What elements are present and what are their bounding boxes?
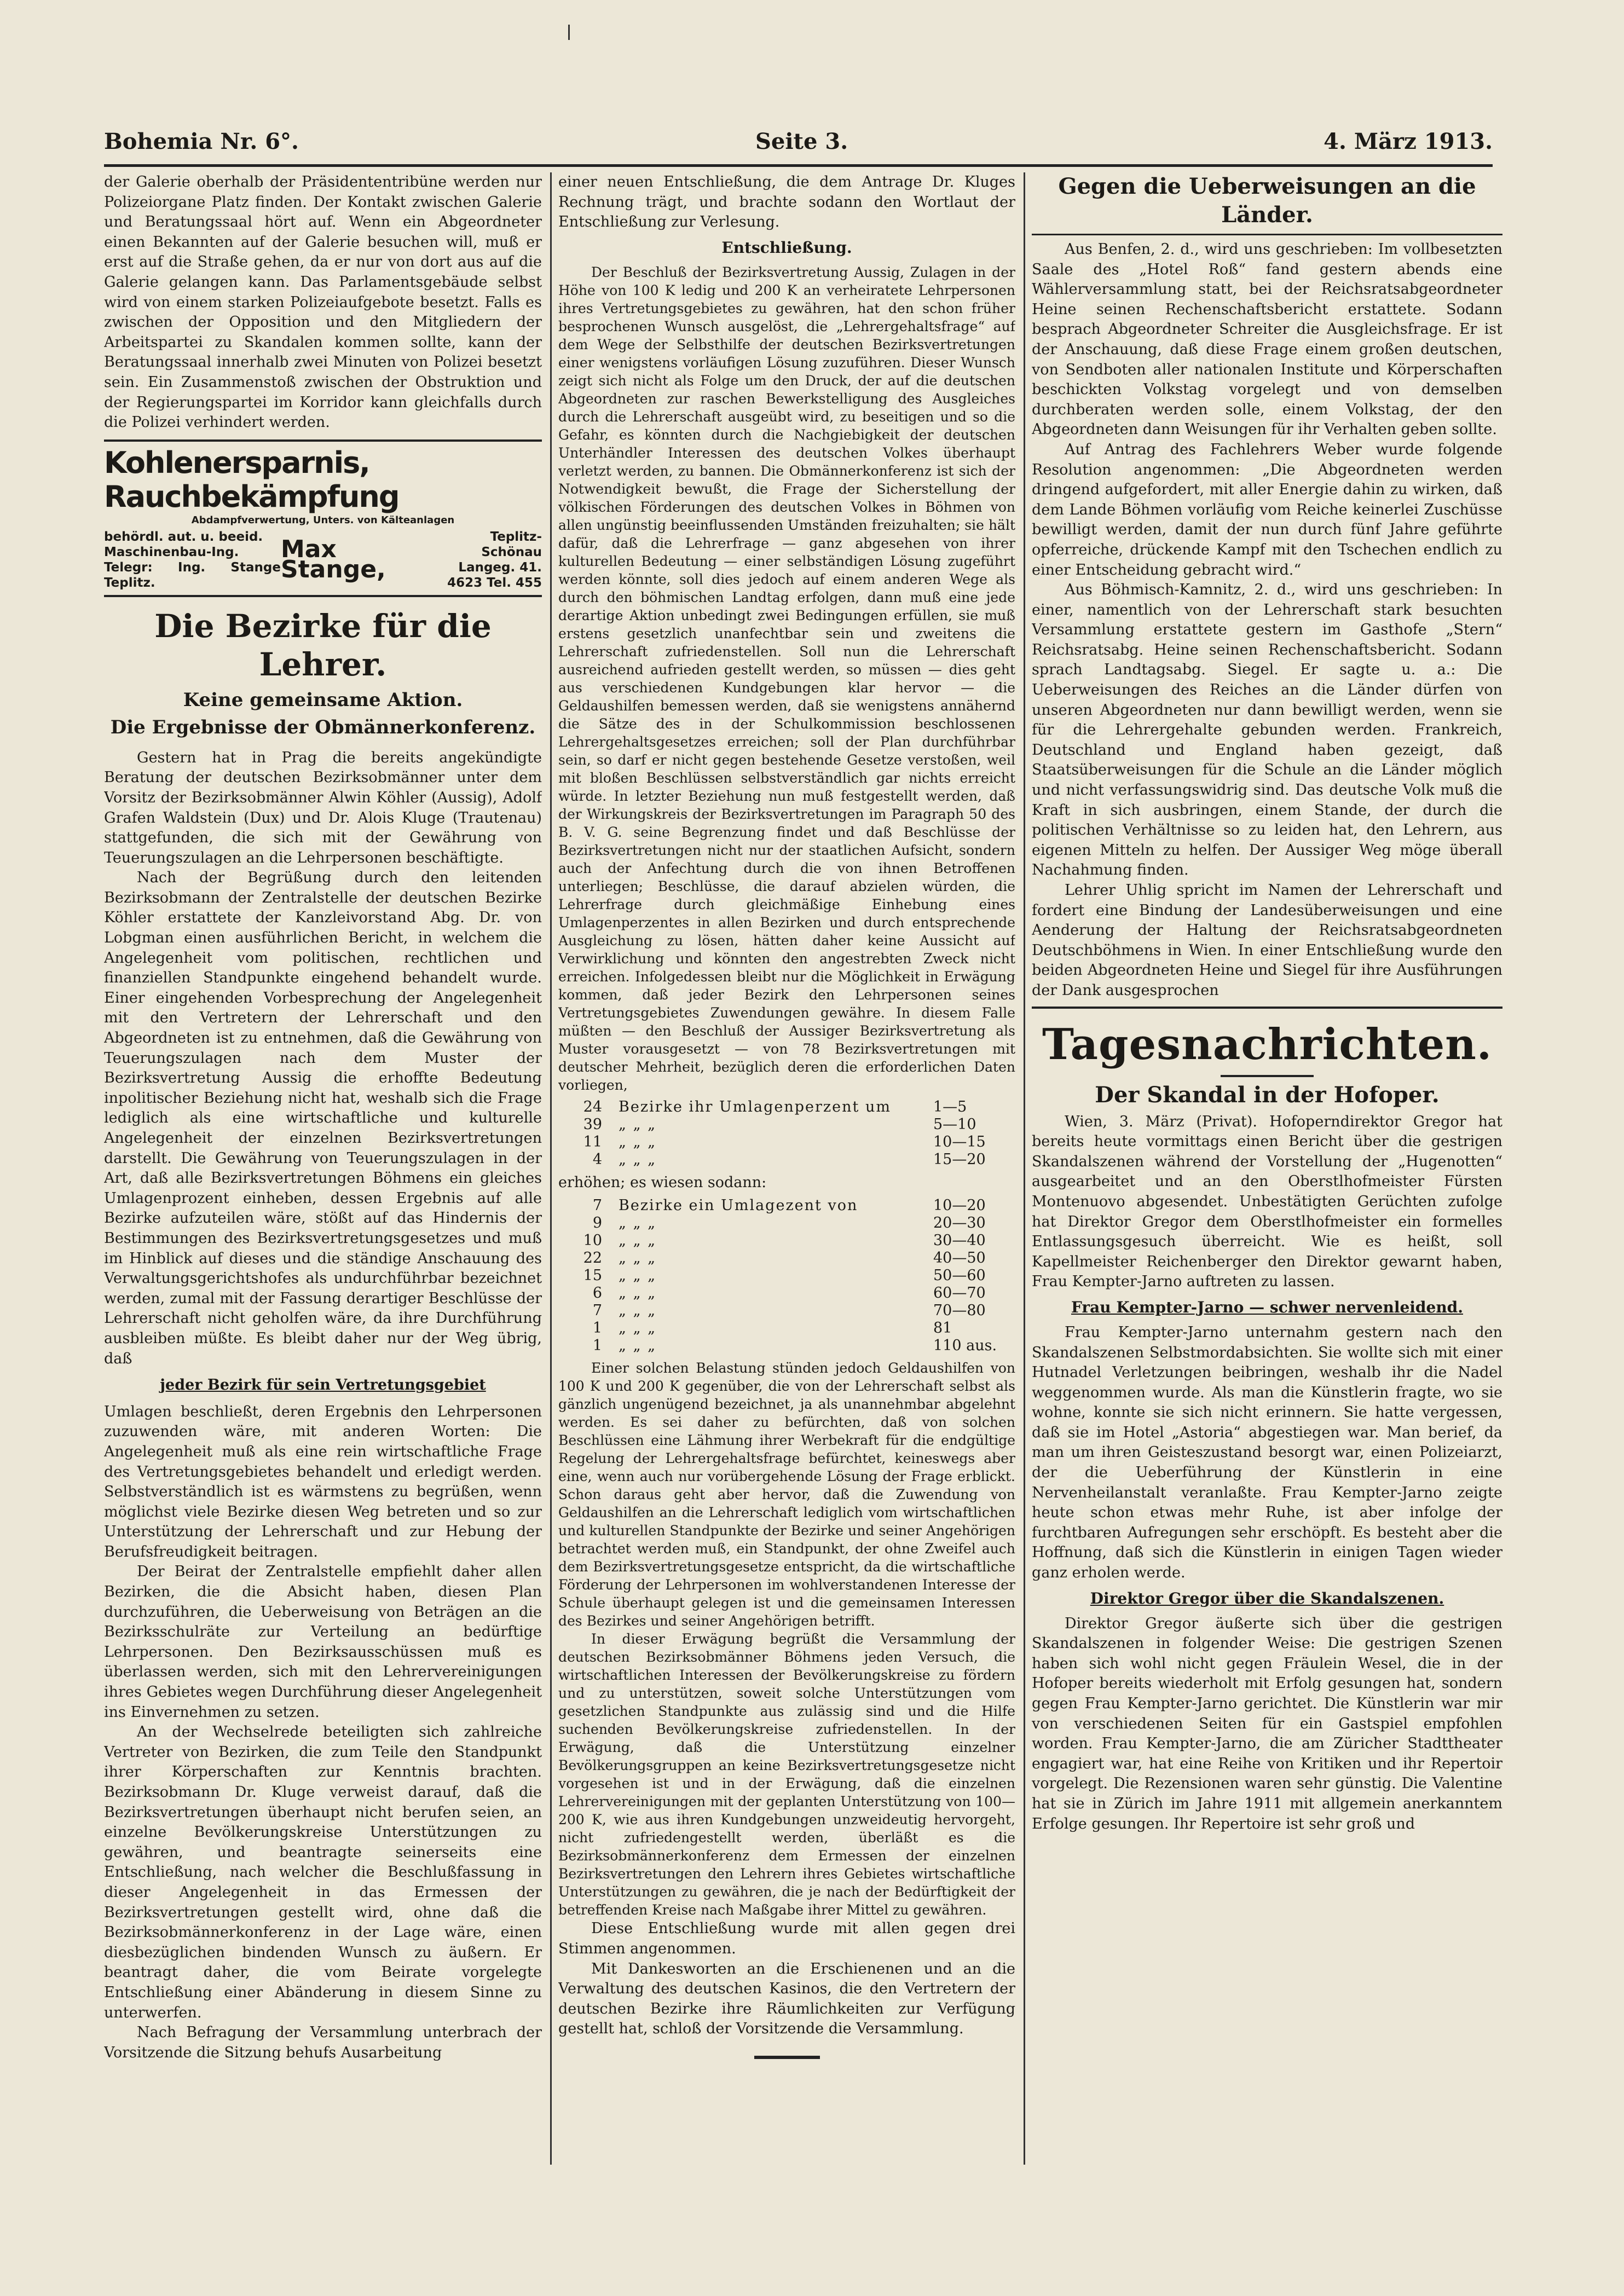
column-3 [1032, 172, 1502, 2176]
ad-line: Langeg. 41. [458, 560, 542, 575]
paragraph: Auf Antrag des Fachlehrers Weber wurde folgende Resolution angenommen: „Die Abgeordneten werden dringend aufgefordert, mit aller Energie dahin zu wirken, daß dem Lande Böhmen vorläufig vom Reiche keinerlei Zuschüsse bewilligt werden, damit der nun durch fünf Jahre geführte opferreiche, drückende Kampf mit den Tschechen endlich zu einer Entscheidung gebracht wird.“ [1032, 441, 1502, 579]
paragraph: Direktor Gregor äußerte sich über die gestrigen Skandalszenen in folgender Weise: Die gestrigen Szenen haben sich wohl nicht gegen Fräulein Wesel, die in der Hofoper bereits wiederholt mit Erfolg gesungen hat, sondern gegen Frau Kempter-Jarno gerichtet. Die Künstlerin war mir von verschiedenen Seiten für ein Gastspiel empfohlen worden. Frau Kempter-Jarno, die am Züricher Stadttheater engagiert war, hat eine Reihe von Kritiken und ihr Repertoir vorgelegt. Die Rezensionen waren sehr günstig. Die Valentine hat sie in Zürich im Jahre 1911 mit allgemein anerkanntem Erfolge gesungen. Ihr Repertoire ist sehr groß und [1032, 1615, 1502, 1832]
paper-name: Bohemia Nr. 6°. [104, 129, 299, 154]
ad-line: behördl. aut. u. beeid. [104, 529, 263, 544]
divider [1032, 1007, 1502, 1009]
issue-date: 4. März 1913. [1324, 129, 1493, 154]
paragraph: Frau Kempter-Jarno unternahm gestern nach den Skandalszenen Selbstmordabsichten. Sie wollte sich mit einer Hutnadel Verletzungen beibringen, weshalb ihr die Nadel weggenommen wurde. Als man die Künstlerin fragte, wo sie wohne, konnte sie sich nicht erinnern. Sie hatte vergessen, daß sie im Hotel „Astoria“ abgestiegen war. Man berief, da man um ihren Geisteszustand besorgt war, einen Polizeiarzt, der die Ueberführung der Künstlerin in eine Nervenheilanstalt veranlaßte. Frau Kempter-Jarno zeigte heute schon etwas mehr Ruhe, ist aber infolge der furchtbaren Aufregungen sehr erschöpft. Es besteht aber die Hoffnung, daß sich die Künstlerin in einigen Tagen wieder ganz erholen werde. [1032, 1323, 1502, 1582]
article-subheadline: Die Ergebnisse der Obmännerkonferenz. [110, 716, 536, 738]
table-row: 10 „ „ „ 30—40 [583, 1232, 986, 1250]
section-heading: Entschließung. [721, 238, 852, 257]
paragraph: erhöhen; es wiesen sodann: [558, 1173, 767, 1191]
paragraph: Gestern hat in Prag die bereits angekündigte Beratung der deutschen Bezirksobmänner unter dem Vorsitz der Bezirksobmänner Alwin Köhler (Aussig), Adolf Grafen Waldstein (Dux) und Dr. Alois Kluge (Trautenau) stattgefunden, die sich mit der Gewährung von Teuerungszulagen an die Lehrpersonen beschäftigte. [104, 749, 542, 866]
advertisement [104, 439, 542, 597]
paragraph: einer neuen Entschließung, die dem Antrage Dr. Kluges Rechnung trägt, und brachte sodann den Wortlaut der Entschließung zur Verlesung. [558, 173, 1015, 231]
table-row: 4 „ „ „ 15—20 [592, 1150, 986, 1168]
table-row: 24 Bezirke ihr Umlagenperzent um 1—5 [583, 1098, 967, 1115]
ad-subtitle: Abdampfverwertung, Unters. von Kälteanlagen [191, 514, 455, 526]
article-headline: Gegen die Ueberweisungen an die Länder. [1058, 173, 1476, 228]
levy-table-1 [569, 1098, 1015, 1169]
paragraph: Diese Entschließung wurde mit allen gegen drei Stimmen angenommen. [558, 1920, 1015, 1957]
ad-line: Teplitz-Schönau [481, 529, 542, 559]
paragraph: In dieser Erwägung begrüßt die Versammlung der deutschen Bezirksobmänner Böhmens jeden Versuch, die wirtschaftlichen Interessen der Bevölkerungskreise zu fördern und zu unterstützen, soweit solche Unterstützungen vom gesetzlichen Standpunkte aus zulässig sind und die Hilfe suchenden Bevölkerungskreise zufriedenstellen. In der Erwägung, daß die Unterstützung einzelner Bevölkerungsgruppen an keine Bezirksvertretungsgesetze nicht vorgesehen ist und in der Erwägung, daß die einzelnen Lehrervereinigungen mit der geplanten Unterstützung von 100—200 K, wie aus ihren Kundgebungen unzweideutig hervorgeht, nicht zufriedengestellt werden, überläßt es die Bezirksobmännerkonferenz dem Ermessen der einzelnen Bezirksvertretungen den Lehrern ihres Gebietes wirtschaftliche Unterstützungen zu gewähren, die je nach der Bedürftigkeit der betreffenden Kreise nach Maßgabe ihrer Mittel zu gewähren. [558, 1631, 1015, 1918]
column-divider [1024, 172, 1025, 2165]
paragraph: Mit Dankesworten an die Erschienenen und an die Verwaltung des deutschen Kasinos, die den Vertretern der deutschen Bezirke ihre Räumlichkeiten zur Verfügung gestellt hat, schloß der Vorsitzende die Versammlung. [558, 1960, 1015, 2038]
table-row: 7 „ „ „ 70—80 [592, 1302, 986, 1320]
end-rule [754, 2056, 820, 2059]
page-number: Seite 3. [755, 129, 848, 154]
table-row: 11 „ „ „ 10—15 [583, 1133, 986, 1150]
article-headline: Der Skandal in der Hofoper. [1095, 1082, 1440, 1108]
ad-title: Kohlenersparnis, Rauchbekämpfung [104, 445, 399, 514]
paragraph: Aus Böhmisch-Kamnitz, 2. d., wird uns geschrieben: In einer, namentlich von der Lehrerschaft stark besuchten Versammlung erstattete gestern im Gasthofe „Stern“ Reichsratsabg. Heine seinen Rechenschaftsbericht. Sodann sprach Landtagsabg. Siegel. Er sagte u. a.: Die Ueberweisungen des Reiches an die Länder dürfen von unseren Abgeordneten nur dann bewilligt werden, wenn sie für die Lehrergehalte gebunden werden. Frankreich, Deutschland und England haben gezeigt, daß Staatsüberweisungen für die Schule an die Länder möglich und nicht verfassungswidrig sind. Das deutsche Volk muß die Kraft in sich ausbringen, einem Stande, der durch die politischen Verhältnisse so zu leiden hat, den Lehrern, aus eigenen Mitteln zu helfen. Der Aussiger Weg möge überall Nachahmung finden. [1032, 581, 1502, 879]
header-rule [104, 164, 1493, 167]
inline-heading: Direktor Gregor über die Skandalszenen. [1090, 1589, 1444, 1607]
table-row: 7 Bezirke ein Umlagezent von 10—20 [592, 1197, 986, 1214]
table-row: 1 „ „ „ 81 [592, 1320, 952, 1337]
paragraph: Nach Befragung der Versammlung unterbrach der Vorsitzende die Sitzung behufs Ausarbeitung [104, 2024, 542, 2061]
ad-line: Telegr: Ing. Stange Teplitz. [104, 560, 281, 590]
divider [1221, 1075, 1314, 1077]
article-subheadline: Keine gemeinsame Aktion. [183, 689, 463, 711]
table-row: 15 „ „ „ 50—60 [583, 1267, 986, 1285]
page-header [104, 123, 1493, 161]
divider [1032, 234, 1502, 235]
column-divider [550, 172, 552, 2165]
table-row: 39 „ „ „ 5—10 [583, 1115, 976, 1133]
paragraph: Aus Benfen, 2. d., wird uns geschrieben: Im vollbesetzten Saale des „Hotel Roß“ fand gestern abends eine Wählerversammlung statt, bei der Reichsratsabgeordneter Heine seinen Rechenschaftsbericht erstattete. Sodann besprach Abgeordneter Schreiter die Ausgleichsfrage. Er ist der Anschauung, daß diese Frage einem großen deutschen, von Sendboten aller nationalen Institute und Körperschaften beschickten Volkstag vorgelegt und von demselben durchberaten werden solle, einem Volkstag, der den Abgeordneten dann Weisungen für ihr Verhalten geben sollte. [1032, 241, 1502, 438]
ad-line: Maschinenbau-Ing. [104, 545, 239, 559]
section-headline: Tagesnachrichten. [1042, 1019, 1493, 1069]
paragraph: Umlagen beschließt, deren Ergebnis den Lehrpersonen zuzuwenden wäre, mit anderen Worten: Die Angelegenheit muß als eine rein wirtschaftliche Frage des Vertretungsgebietes behandelt und erledigt werden. Selbstverständlich ist es wärmstens zu begrüßen, wenn möglichst viele Bezirke diesen Weg betreten und so zur Unterstützung der Lehrerschaft und zur Hebung der Berufsfreudigkeit beitragen. [104, 1403, 542, 1560]
table-row: 6 „ „ „ 60—70 [592, 1285, 986, 1302]
table-row: 22 „ „ „ 40—50 [583, 1250, 986, 1267]
paragraph: Lehrer Uhlig spricht im Namen der Lehrerschaft und fordert eine Bindung der Landesüberweisungen und eine Aenderung der Haltung der Reichsratsabgeordneten Deutschböhmens in Wien. In einer Entschließung wurde den beiden Abgeordneten Heine und Siegel für ihre Ausführungen der Dank ausgesprochen [1032, 882, 1502, 999]
levy-table-2 [569, 1197, 1015, 1355]
paragraph: An der Wechselrede beteiligten sich zahlreiche Vertreter von Bezirken, die zum Teile den Standpunkt ihrer Körperschaften zur Kenntnis brachten. Bezirksobmann Dr. Kluge verweist darauf, daß die Bezirksvertretungen überhaupt nicht berufen seien, an einzelne Bevölkerungskreise Unterstützungen zu gewähren, und beantragte seinerseits eine Entschließung, nach welcher die Beschlußfassung in dieser Angelegenheit in das Ermessen der Bezirksvertretungen gestellt wird, ohne daß die Bezirksobmännerkonferenz in der Lage wäre, einen diesbezüglichen bindenden Wunsch zu äußern. Er beantragt daher, die vom Beirate vorgelegte Entschließung einer Abänderung in diesem Sinne zu unterwerfen. [104, 1724, 542, 2021]
paragraph: Der Beirat der Zentralstelle empfiehlt daher allen Bezirken, die die Absicht haben, diesen Plan durchzuführen, die Ueberweisung von Beträgen an die Bezirksschulräte zur Verteilung an bedürftige Lehrpersonen. Den Bezirksausschüssen muß es überlassen werden, sich mit den Lehrervereinigungen ihres Gebietes wegen Durchführung dieser Angelegenheit ins Einvernehmen zu setzen. [104, 1563, 542, 1721]
paragraph: Einer solchen Belastung stünden jedoch Geldaushilfen von 100 K und 200 K gegenüber, die von der Lehrerschaft selbst als gänzlich ungenügend bezeichnet, ja als unannehmbar abgelehnt werden. Es sei daher zu befürchten, daß von solchen Beschlüssen eine Lähmung ihrer Werbekraft für die endgültige Regelung der Lehrergehaltsfrage befürchtet, keineswegs aber eine, wenn auch nur vorübergehende Lösung der Frage erblickt. Schon daraus geht aber hervor, daß die Zuwendung von Geldaushilfen an die Lehrerschaft lediglich vom wirtschaftlichen und kulturellen Standpunkte der Bezirke und seiner Angehörigen betrachtet werden muß, ein Standpunkt, der ohne Zweifel auch dem Bezirksvertretungsgesetze entspricht, da die wirtschaftliche Förderung der Lehrpersonen im wohlverstandenen Interesse der Schule überhaupt gelegen ist und die gemeinsamen Interessen des Bezirkes und seiner Angehörigen betrifft. [558, 1360, 1015, 1629]
ad-line: 4623 Tel. 455 [447, 575, 542, 590]
inline-heading: Frau Kempter-Jarno — schwer nervenleidend. [1071, 1298, 1464, 1316]
article-headline: Die Bezirke für die Lehrer. [154, 607, 492, 683]
table-row: 1 „ „ „ 110 aus. [592, 1337, 997, 1355]
column-1 [104, 172, 542, 2176]
inline-heading: jeder Bezirk für sein Vertretungsgebiet [160, 1377, 486, 1394]
column-2 [558, 172, 1015, 2176]
ad-name: Max Stange, [280, 535, 386, 583]
table-row: 9 „ „ „ 20—30 [592, 1214, 986, 1232]
fold-mark [568, 25, 570, 40]
paragraph: Der Beschluß der Bezirksvertretung Aussig, Zulagen in der Höhe von 100 K ledig und 200 K an verheiratete Lehrpersonen ihres Vertretungsgebietes zu gewähren, hat den schon früher besprochenen Wunsch ausgelöst, die „Lehrergehaltsfrage“ auf dem Wege der Selbsthilfe der deutschen Bezirksvertretungen einer wenigstens vorläufigen Lösung zuzuführen. Dieser Wunsch zeigt sich nicht als Folge um den Druck, der auf die deutschen Abgeordneten zur raschen Bewerkstelligung des Ausgleiches durch die Lehrerschaft ausgeübt wird, zu beseitigen und so die Gefahr, es könnten durch die Nachgiebigkeit der deutschen Unterhändler Interessen des deutschen Volkes überhaupt verletzt werden, zu bannen. Die Obmännerkonferenz ist sich der Notwendigkeit bewußt, die Frage der Sicherstellung der völkischen Förderungen des deutschen Volkes in Böhmen von allen ungünstig beeinflussenden Umständen freizuhalten; sie hält dafür, daß die Lehrerfrage — ganz abgesehen von ihrer kulturellen Bedeutung — einer selbständigen Lösung zugeführt werden könnte, soll dies jedoch auf einem anderen Wege als durch den böhmischen Landtag erfolgen, dann muß eine jede derartige Aktion unbedingt zwei Bedingungen erfüllen, sie muß erstens gesetzlich unanfechtbar sein und zweitens die Lehrerschaft zufriedenstellen. Soll nun die Lehrerschaft ausreichend aufrieden gestellt werden, so müssen — dies geht aus verschiedenen Kundgebungen klar hervor — die Geldaushilfen bemessen werden, daß sie wenigstens annähernd die Sätze des in der Schulkommission beschlossenen Lehrergehaltsgesetzes erreichen; soll der Plan durchführbar sein, so darf er nicht gegen bestehende Gesetze verstoßen, weil mit bloßen Beschlüssen selbstverständlich gar nichts erreicht würde. In letzter Beziehung nun muß festgestellt werden, daß der Wirkungskreis der Bezirksvertretungen im Paragraph 50 des B. V. G. seine Begrenzung findet und daß Beschlüsse der Bezirksvertretungen nicht nur der staatlichen Aufsicht, sondern auch der Anfechtung durch die von ihnen Betroffenen unterliegen; Beschlüsse, die darauf abzielen würden, die Lehrerfrage durch gleichmäßige Einhebung eines Umlagenperzentes in allen Bezirken und durch entsprechende Ausgleichung zu lösen, hätten daher keine Aussicht auf Verwirklichung und könnten den angestrebten Zweck nicht erreichen. Infolgedessen bleibt nur die Möglichkeit in Erwägung kommen, daß jeder Bezirk den Lehrpersonen seines Vertretungsgebietes Zuwendungen gewähre. In diesem Falle müßten — den Beschluß der Aussiger Bezirksvertretung als Muster vorausgesetzt — von 78 Bezirksvertretungen mit deutscher Mehrheit, bezüglich deren die erforderlichen Daten vorliegen, [558, 264, 1015, 1093]
paragraph: Nach der Begrüßung durch den leitenden Bezirksobmann der Zentralstelle der deutschen Bezirke Köhler erstattete der Kanzleivorstand Abg. Dr. von Lobgman einen ausführlichen Bericht, in welchem die Angelegenheit vom politischen, rechtlichen und finanziellen Standpunkte eingehend behandelt wurde. Einer eingehenden Vorbesprechung der Angelegenheit mit den Vertretern der Lehrerschaft und den Abgeordneten ist zu entnehmen, daß die Gewährung von Teuerungszulagen nach dem Muster der Bezirksvertretung Aussig die erhoffte Bedeutung inpolitischer Beziehung nicht hat, weshalb sich die Frage lediglich als eine wirtschaftliche und kulturelle Angelegenheit der einzelnen Bezirksvertretungen darstellt. Die Gewährung von Teuerungszulagen in der Art, daß alle Bezirksvertretungen Böhmens ein gleiches Umlagenprozent einheben, dessen Ergebnis auf alle Bezirke aufzuteilen wäre, stößt auf das Hindernis der Bestimmungen des Bezirksvertretungsgesetzes und muß im Hinblick auf dieses und die ständige Anschauung des Verwaltungsgerichtshofes als undurchführbar bezeichnet werden, zumal mit der Fassung derartiger Beschlüsse der Lehrerschaft nicht geholfen wäre, da ihre Durchführung ausbleiben müßte. Es bleibt daher nur der Weg übrig, daß [104, 869, 542, 1367]
paragraph: der Galerie oberhalb der Präsidententribüne werden nur Polizeiorgane Platz finden. Der Kontakt zwischen Galerie und Beratungssaal hört auf. Wenn ein Abgeordneter einen Bekannten auf der Galerie besuchen will, muß er erst auf die Straße gehen, da er nur von dort aus auf die Galerie gelangen kann. Das Parlamentsgebäude selbst wird von einem starken Polizeiaufgebote besetzt. Falls es zwischen der Opposition und den Mitgliedern der Arbeitspartei zu Skandalen kommen sollte, kann der Beratungssaal innerhalb zwei Minuten von Polizei besetzt sein. Ein Zusammenstoß zwischen der Obstruktion und der Regierungspartei im Korridor kann gleichfalls durch die Polizei verhindert werden. [104, 173, 542, 431]
paragraph: Wien, 3. März (Privat). Hofoperndirektor Gregor hat bereits heute vormittags einen Bericht über die gestrigen Skandalszenen während der Vorstellung der „Hugenotten“ ausgearbeitet und an den Oberstlhofmeister Fürsten Montenuovo abgesendet. Unbestätigten Gerüchten zufolge hat Direktor Gregor dem Oberstlhofmeister ein formelles Entlassungsgesuch überreicht. Wie es heißt, soll Kapellmeister Reichenberger den Direktor gewarnt haben, Frau Kempter-Jarno auftreten zu lassen. [1032, 1113, 1502, 1291]
